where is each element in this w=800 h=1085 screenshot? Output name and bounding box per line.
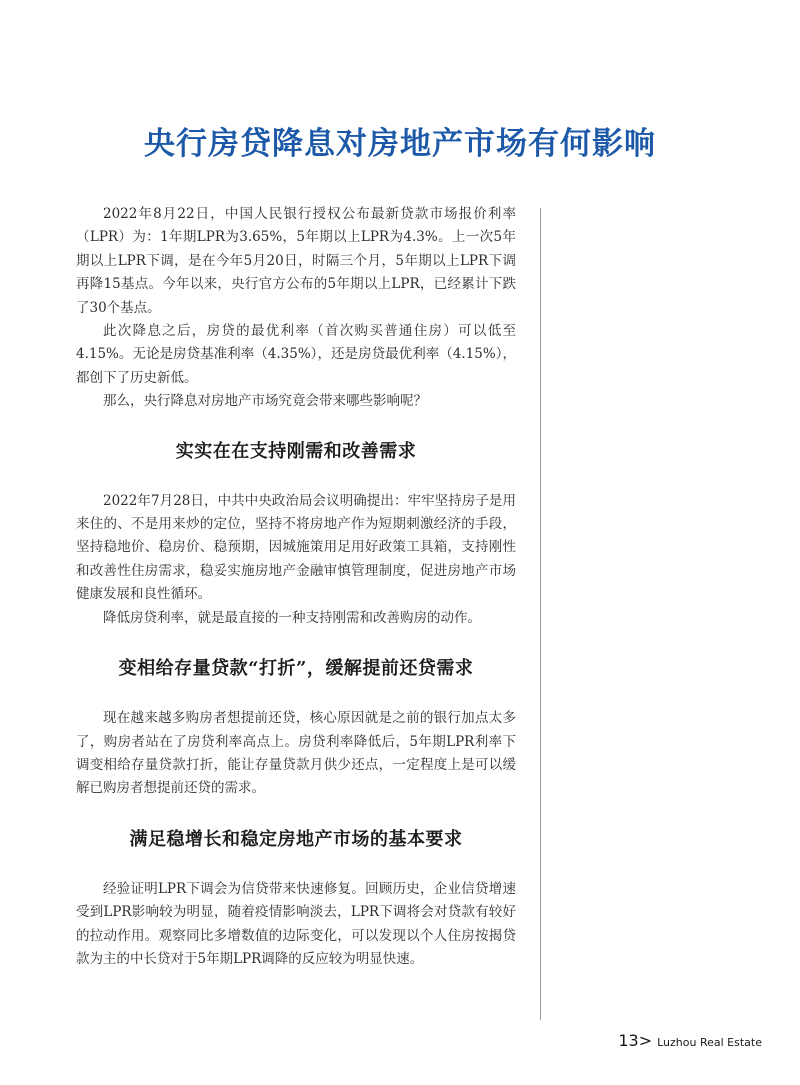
- article-body: [76, 203, 516, 971]
- stable-growth-paragraph-1: 经验证明LPR下调会为信贷带来快速修复。回顾历史，企业信贷增速受到LPR影响较为明显，随着疫情影响淡去，LPR下调将会对贷款有较好的拉动作用。观察同比多增数值的边际变化，可以发现以个人住房按揭贷款为主的中长贷对于5年期LPR调降的反应较为明显快速。: [76, 880, 516, 967]
- intro-paragraph-1: 2022年8月22日，中国人民银行授权公布最新贷款市场报价利率（LPR）为：1年期LPR为3.65%，5年期以上LPR为4.3%。上一次5年期以上LPR下调，是在今年5月20日，时隔三个月，5年期以上LPR下调再降15基点。今年以来，央行官方公布的5年期以上LPR，已经累计下跌了30个基点。: [76, 206, 516, 316]
- section-heading-support-demand: 实实在在支持刚需和改善需求: [175, 440, 417, 462]
- section-heading-discount-loans: 变相给存量贷款“打折”，缓解提前还贷需求: [118, 658, 474, 680]
- page-number: 13>: [618, 1031, 653, 1050]
- section-heading-stable-growth: 满足稳增长和稳定房地产市场的基本要求: [129, 828, 463, 850]
- intro-paragraph-2: 此次降息之后，房贷的最优利率（首次购买普通住房）可以低至4.15%。无论是房贷基准利率（4.35%），还是房贷最优利率（4.15%），都创下了历史新低。: [76, 323, 516, 386]
- publication-name: Luzhou Real Estate: [657, 1036, 762, 1049]
- column-divider: [540, 208, 541, 1020]
- support-demand-paragraph-1: 2022年7月28日，中共中央政治局会议明确提出：牢牢坚持房子是用来住的、不是用来炒的定位，坚持不将房地产作为短期刺激经济的手段，坚持稳地价、稳房价、稳预期，因城施策用足用好政策工具箱，支持刚性和改善性住房需求，稳妥实施房地产金融审慎管理制度，促进房地产市场健康发展和良性循环。: [76, 492, 516, 603]
- support-demand-paragraph-2: 降低房贷利率，就是最直接的一种支持刚需和改善购房的动作。: [103, 609, 481, 626]
- article-title: 央行房贷降息对房地产市场有何影响: [144, 126, 656, 162]
- page-footer: [618, 1031, 762, 1050]
- intro-paragraph-3: 那么，央行降息对房地产市场究竟会带来哪些影响呢？: [103, 393, 427, 410]
- discount-loans-paragraph-1: 现在越来越多购房者想提前还贷，核心原因就是之前的银行加点太多了，购房者站在了房贷利率高点上。房贷利率降低后，5年期LPR利率下调变相给存量贷款打折，能让存量贷款月供少还点，一定程度上是可以缓解已购房者想提前还贷的需求。: [76, 710, 516, 797]
